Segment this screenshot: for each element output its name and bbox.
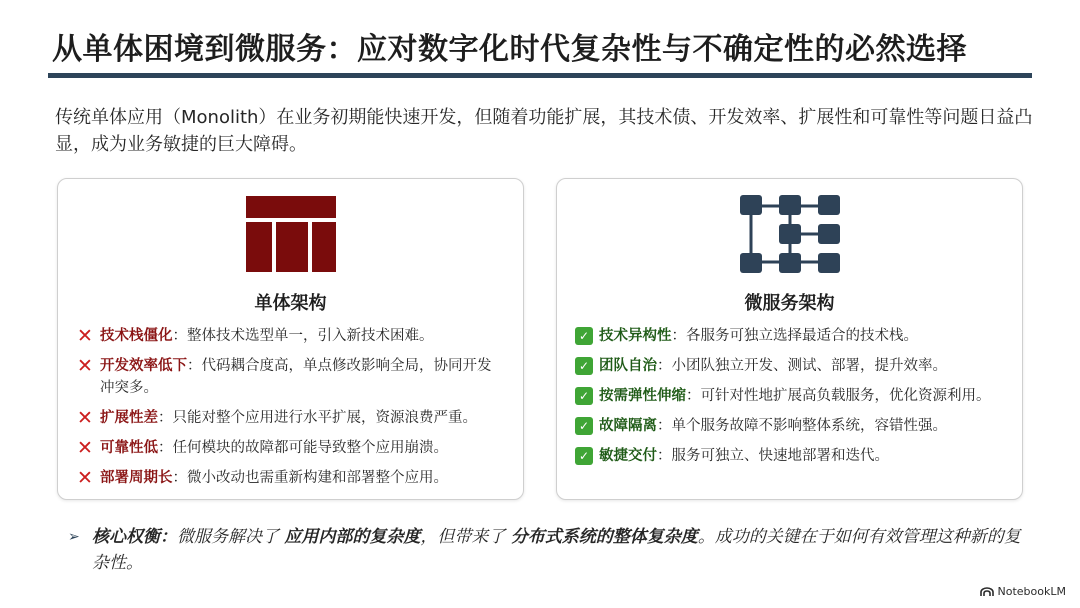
check-mark-icon: ✓ — [575, 357, 593, 375]
check-mark-icon: ✓ — [575, 447, 593, 465]
item-text: ：任何模块的故障都可能导致整个应用崩溃。 — [158, 440, 448, 456]
monolith-list — [76, 325, 505, 497]
item-key: 扩展性差 — [100, 410, 158, 426]
item-text: ：可针对性地扩展高负载服务，优化资源利用。 — [686, 388, 991, 404]
tradeoff-bold-2: 分布式系统的整体复杂度 — [510, 527, 698, 547]
intro-paragraph: 传统单体应用（Monolith）在业务初期能快速开发，但随着功能扩展，其技术债、开发效率、扩展性和可靠性等问题日益凸显，成为业务敏捷的巨大障碍。 — [55, 107, 1033, 155]
item-text: ：代码耦合度高，单点修改影响全局，协同开发冲突多。 — [100, 358, 492, 396]
microservices-heading: 微服务架构 — [744, 293, 835, 314]
microservices-list — [575, 325, 1004, 475]
check-mark-icon: ✓ — [575, 417, 593, 435]
title-divider — [48, 73, 1032, 78]
list-item — [575, 415, 1004, 437]
cross-mark-icon: ✕ — [77, 325, 93, 347]
cross-mark-icon: ✕ — [77, 407, 93, 429]
cross-mark-icon: ✕ — [77, 355, 93, 377]
item-text: ：整体技术选型单一，引入新技术困难。 — [172, 328, 434, 344]
item-text: ：只能对整个应用进行水平扩展，资源浪费严重。 — [158, 410, 477, 426]
notebooklm-logo-icon — [980, 587, 994, 597]
item-text: ：小团队独立开发、测试、部署，提升效率。 — [657, 358, 947, 374]
cross-mark-icon: ✕ — [77, 467, 93, 489]
monolith-blocks-icon — [245, 195, 337, 273]
cross-mark-icon: ✕ — [77, 437, 93, 459]
core-tradeoff-text — [68, 524, 1028, 576]
monolith-heading: 单体架构 — [254, 293, 327, 314]
list-item — [575, 355, 1004, 377]
notebooklm-watermark — [980, 585, 1066, 598]
item-text: ：各服务可独立选择最适合的技术栈。 — [671, 328, 918, 344]
list-item — [76, 437, 505, 459]
monolith-card — [57, 178, 524, 500]
item-key: 部署周期长 — [100, 470, 173, 486]
item-key: 故障隔离 — [599, 418, 657, 434]
page-title: 从单体困境到微服务：应对数字化时代复杂性与不确定性的必然选择 — [52, 32, 967, 67]
list-item — [76, 325, 505, 347]
microservices-card — [556, 178, 1023, 500]
item-text: ：微小改动也需重新构建和部署整个应用。 — [172, 470, 448, 486]
item-key: 按需弹性伸缩 — [599, 388, 686, 404]
list-item — [76, 355, 505, 399]
core-tradeoff — [68, 524, 1028, 576]
tradeoff-part-2: ，但带来了 — [420, 527, 511, 547]
item-text: ：服务可独立、快速地部署和迭代。 — [657, 448, 889, 464]
list-item — [575, 445, 1004, 467]
item-key: 技术栈僵化 — [100, 328, 173, 344]
check-mark-icon: ✓ — [575, 387, 593, 405]
item-text: ：单个服务故障不影响整体系统，容错性强。 — [657, 418, 947, 434]
item-key: 技术异构性 — [599, 328, 672, 344]
list-item — [575, 325, 1004, 347]
tradeoff-part-3: 。成功的关键在于如何有效管理这种新的复杂性。 — [92, 527, 1021, 573]
item-key: 敏捷交付 — [599, 448, 657, 464]
item-key: 团队自治 — [599, 358, 657, 374]
list-item — [76, 467, 505, 489]
tradeoff-part-1: 微服务解决了 — [177, 527, 285, 547]
list-item — [575, 385, 1004, 407]
list-item — [76, 407, 505, 429]
check-mark-icon: ✓ — [575, 327, 593, 345]
microservice-network-icon — [740, 195, 840, 273]
brand-name: NotebookLM — [997, 585, 1066, 598]
arrow-bullet-icon: ➢ — [68, 529, 80, 545]
core-tradeoff-label: 核心权衡： — [92, 527, 177, 547]
tradeoff-bold-1: 应用内部的复杂度 — [284, 527, 421, 547]
item-key: 开发效率低下 — [100, 358, 187, 374]
item-key: 可靠性低 — [100, 440, 158, 456]
